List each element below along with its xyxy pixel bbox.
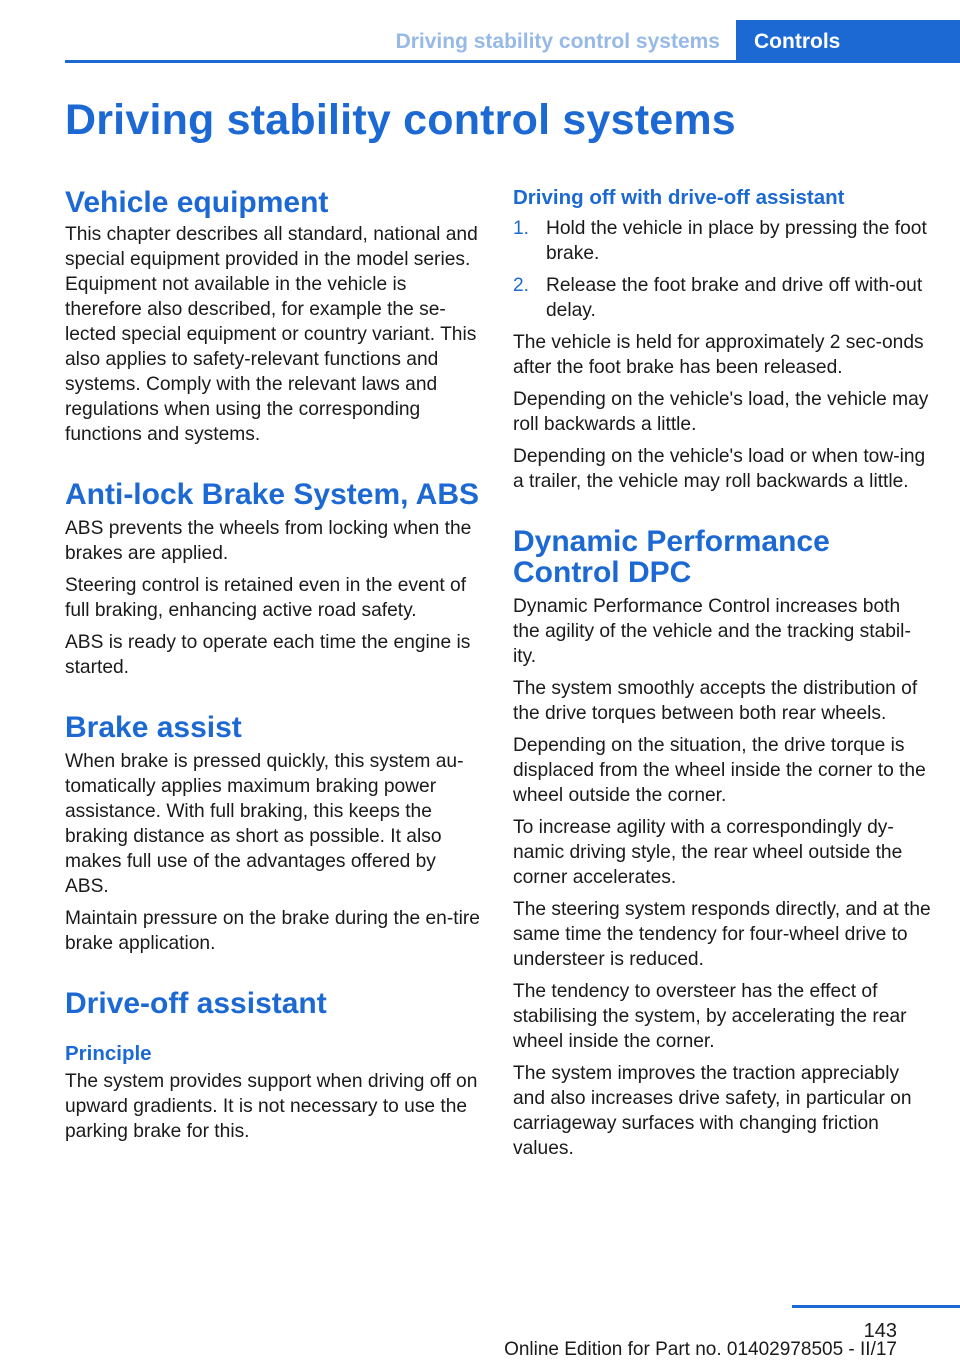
abs-paragraph: Steering control is retained even in the event of full braking, enhancing active road safety. xyxy=(65,575,467,621)
step-number: 1. xyxy=(513,218,530,239)
abs-paragraph: ABS prevents the wheels from locking when the brakes are applied. xyxy=(65,518,472,564)
page-number: 143 xyxy=(863,1320,897,1342)
vehicle-equipment-text: This chapter describes all standard, national and special equipment provided in the model series. Equipment not available in the vehicle is therefore also described, for example the se‐lected special equipment or country variant. This also applies to safety-relevant functions and systems. Comply with the relevant laws and regulations when using the corresponding functions and systems. xyxy=(65,224,478,445)
header-section-title: Driving stability control systems xyxy=(395,30,720,53)
page-title: Driving stability control systems xyxy=(65,96,736,144)
header-chapter-tab[interactable]: Controls xyxy=(736,20,960,63)
step-text: Hold the vehicle in place by pressing the foot brake. xyxy=(546,218,927,264)
principle-text: The system provides support when driving off on upward gradients. It is not necessary to use the parking brake for this. xyxy=(65,1071,478,1142)
left-column xyxy=(65,183,483,1151)
dpc-paragraph: To increase agility with a correspondingly dy‐namic driving style, the rear wheel outside the corner accelerates. xyxy=(513,817,903,888)
subheading-principle: Principle xyxy=(65,1042,152,1065)
dpc-paragraph: The tendency to oversteer has the effect of stabilising the system, by accelerating the rear wheel inside the corner. xyxy=(513,981,907,1052)
abs-paragraph: ABS is ready to operate each time the engine is started. xyxy=(65,632,471,678)
dpc-paragraph: The system improves the traction appreciably and also increases drive safety, in particular on carriageway surfaces with changing friction values. xyxy=(513,1063,912,1159)
dpc-paragraph: Depending on the situation, the drive torque is displaced from the wheel inside the corner to the wheel outside the corner. xyxy=(513,735,926,806)
steps-list xyxy=(513,216,931,323)
footer-rule xyxy=(792,1305,960,1308)
driving-off-paragraph: The vehicle is held for approximately 2 sec‐onds after the foot brake has been released. xyxy=(513,332,924,378)
driving-off-paragraph: Depending on the vehicle's load, the vehicle may roll backwards a little. xyxy=(513,389,929,435)
list-item xyxy=(513,216,931,266)
dpc-paragraph: Dynamic Performance Control increases both the agility of the vehicle and the tracking stabil‐ity. xyxy=(513,596,911,667)
heading-brake-assist: Brake assist xyxy=(65,711,242,744)
subheading-driving-off: Driving off with drive-off assistant xyxy=(513,186,845,209)
step-number: 2. xyxy=(513,275,530,296)
heading-abs: Anti-lock Brake System, ABS xyxy=(65,478,480,511)
step-text: Release the foot brake and drive off with‐out delay. xyxy=(546,275,923,321)
edition-footer: Online Edition for Part no. 01402978505 - II/17 xyxy=(504,1339,897,1360)
list-item xyxy=(513,273,931,323)
driving-off-paragraph: Depending on the vehicle's load or when tow‐ing a trailer, the vehicle may roll backwards a little. xyxy=(513,446,926,492)
right-column xyxy=(513,183,931,1168)
dpc-paragraph: The steering system responds directly, and at the same time the tendency for four-wheel drive to understeer is reduced. xyxy=(513,899,931,970)
heading-dpc: Dynamic Performance Control DPC xyxy=(513,525,830,589)
heading-vehicle-equipment: Vehicle equipment xyxy=(65,186,329,219)
brake-assist-paragraph: Maintain pressure on the brake during the en‐tire brake application. xyxy=(65,908,480,954)
heading-drive-off-assistant: Drive-off assistant xyxy=(65,987,327,1020)
brake-assist-paragraph: When brake is pressed quickly, this system au‐tomatically applies maximum braking power assistance. With full braking, this keeps the braking distance as short as possible. It also makes full use of the advantages offered by ABS. xyxy=(65,751,464,897)
dpc-paragraph: The system smoothly accepts the distribution of the drive torques between both rear wheels. xyxy=(513,678,918,724)
